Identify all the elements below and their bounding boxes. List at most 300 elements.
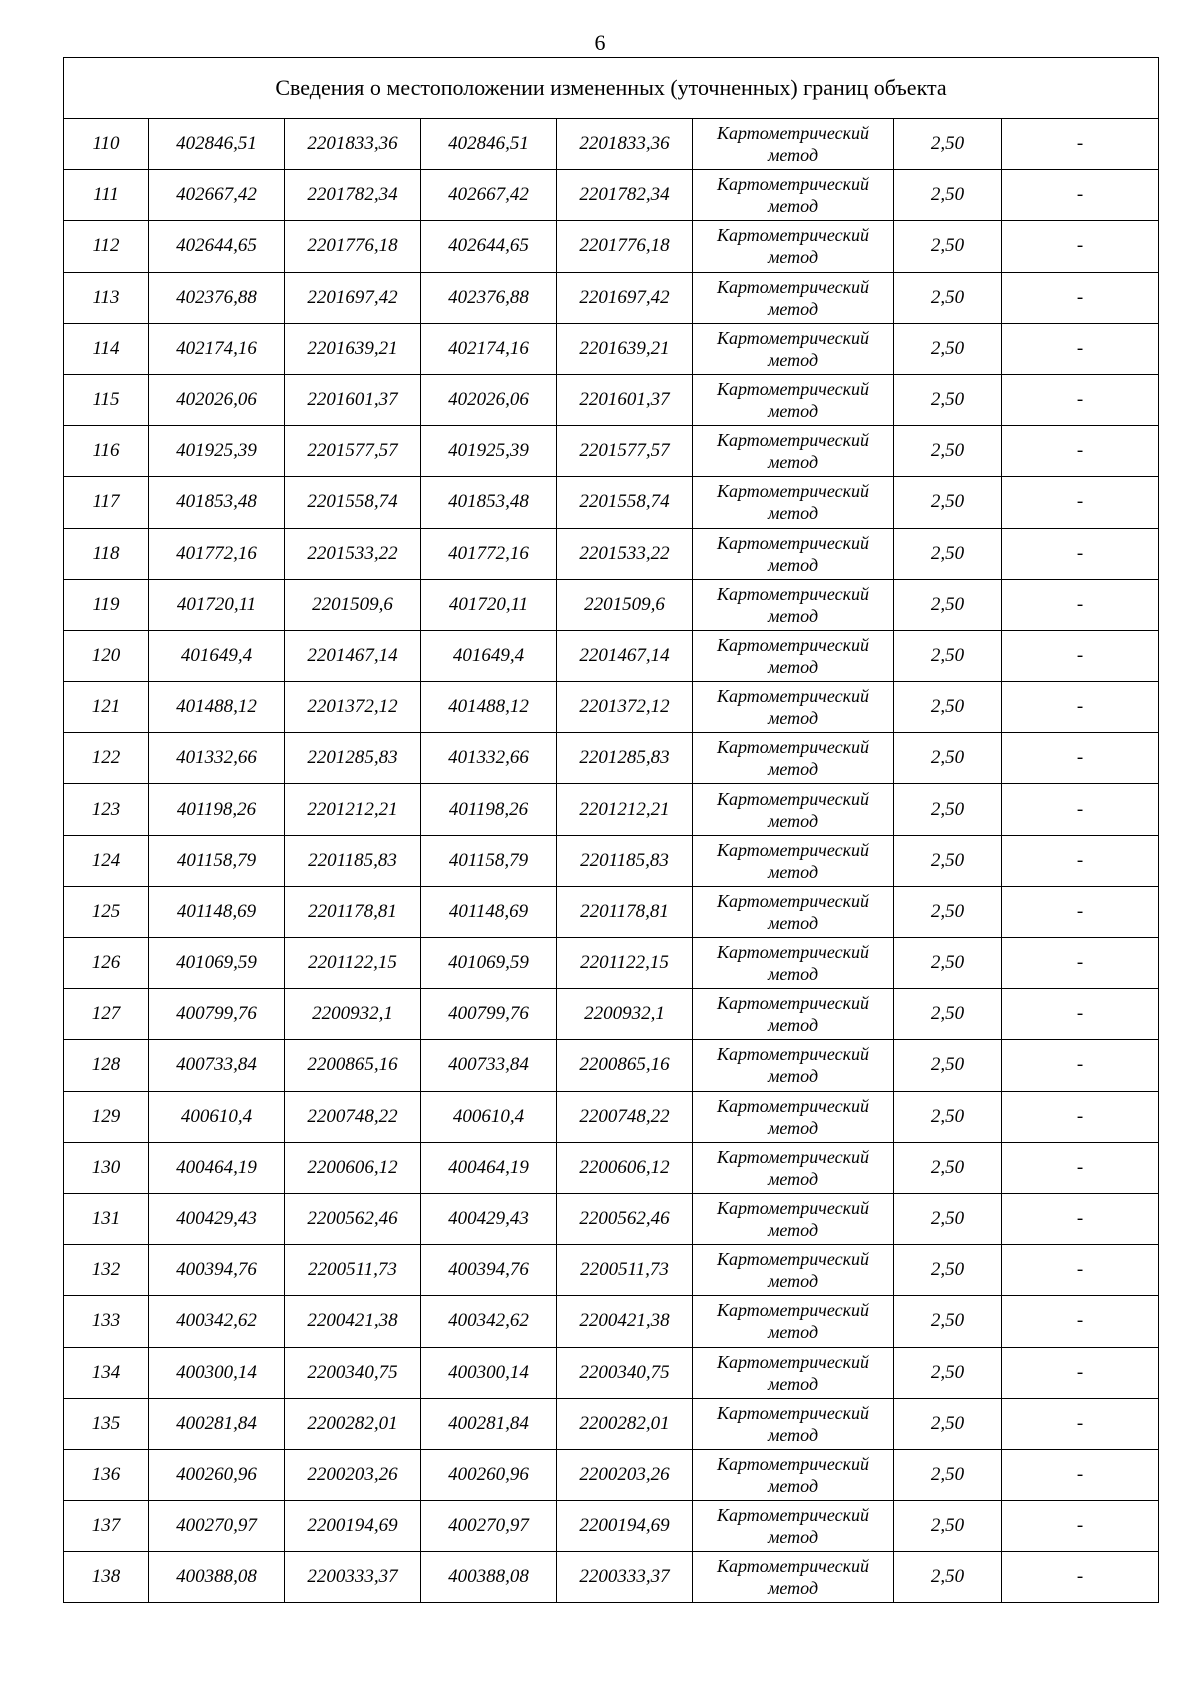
method-line-1: Картометрический — [716, 1300, 869, 1321]
existing-x-cell: 401332,66 — [149, 733, 285, 784]
point-number-cell: 130 — [64, 1142, 149, 1193]
accuracy-cell: 2,50 — [894, 426, 1002, 477]
new-y-cell: 2201782,34 — [557, 170, 693, 221]
accuracy-cell: 2,50 — [894, 1245, 1002, 1296]
method-cell — [693, 630, 894, 681]
method-line-1: Картометрический — [716, 634, 869, 655]
table-row — [64, 170, 1159, 221]
new-y-cell: 2200511,73 — [557, 1245, 693, 1296]
existing-y-cell: 2201782,34 — [285, 170, 421, 221]
accuracy-cell: 2,50 — [894, 886, 1002, 937]
new-x-cell: 400799,76 — [421, 989, 557, 1040]
existing-y-cell: 2200203,26 — [285, 1449, 421, 1500]
point-number-cell: 125 — [64, 886, 149, 937]
new-y-cell: 2201178,81 — [557, 886, 693, 937]
existing-y-cell: 2201639,21 — [285, 323, 421, 374]
note-cell: - — [1002, 1449, 1159, 1500]
method-line-2: метод — [767, 401, 819, 422]
accuracy-cell: 2,50 — [894, 579, 1002, 630]
method-cell — [693, 1552, 894, 1603]
new-x-cell: 401158,79 — [421, 835, 557, 886]
method-line-2: метод — [767, 1527, 819, 1548]
new-x-cell: 400388,08 — [421, 1552, 557, 1603]
method-line-1: Картометрический — [716, 1095, 869, 1116]
accuracy-cell: 2,50 — [894, 272, 1002, 323]
point-number-cell: 129 — [64, 1091, 149, 1142]
accuracy-cell: 2,50 — [894, 221, 1002, 272]
accuracy-cell: 2,50 — [894, 477, 1002, 528]
method-line-2: метод — [767, 1015, 819, 1036]
note-cell: - — [1002, 989, 1159, 1040]
method-line-2: метод — [767, 1117, 819, 1138]
table-row — [64, 477, 1159, 528]
method-line-1: Картометрический — [716, 430, 869, 451]
method-line-2: метод — [767, 861, 819, 882]
point-number-cell: 138 — [64, 1552, 149, 1603]
new-x-cell: 402644,65 — [421, 221, 557, 272]
note-cell: - — [1002, 1091, 1159, 1142]
method-line-2: метод — [767, 810, 819, 831]
existing-x-cell: 401069,59 — [149, 938, 285, 989]
note-cell: - — [1002, 733, 1159, 784]
note-cell: - — [1002, 272, 1159, 323]
new-x-cell: 402667,42 — [421, 170, 557, 221]
note-cell: - — [1002, 119, 1159, 170]
point-number-cell: 116 — [64, 426, 149, 477]
method-cell — [693, 426, 894, 477]
method-line-2: метод — [767, 1066, 819, 1087]
accuracy-cell: 2,50 — [894, 1398, 1002, 1449]
method-cell — [693, 272, 894, 323]
existing-x-cell: 402846,51 — [149, 119, 285, 170]
existing-y-cell: 2201212,21 — [285, 784, 421, 835]
note-cell: - — [1002, 1501, 1159, 1552]
table-row — [64, 733, 1159, 784]
method-line-2: метод — [767, 912, 819, 933]
new-x-cell: 401488,12 — [421, 682, 557, 733]
point-number-cell: 114 — [64, 323, 149, 374]
new-y-cell: 2200203,26 — [557, 1449, 693, 1500]
accuracy-cell: 2,50 — [894, 1449, 1002, 1500]
new-y-cell: 2201372,12 — [557, 682, 693, 733]
method-cell — [693, 886, 894, 937]
existing-y-cell: 2201577,57 — [285, 426, 421, 477]
new-x-cell: 401069,59 — [421, 938, 557, 989]
method-cell — [693, 1193, 894, 1244]
existing-x-cell: 400429,43 — [149, 1193, 285, 1244]
point-number-cell: 123 — [64, 784, 149, 835]
existing-y-cell: 2200194,69 — [285, 1501, 421, 1552]
existing-x-cell: 400260,96 — [149, 1449, 285, 1500]
table-row — [64, 1142, 1159, 1193]
note-cell: - — [1002, 1193, 1159, 1244]
new-y-cell: 2200282,01 — [557, 1398, 693, 1449]
existing-x-cell: 400464,19 — [149, 1142, 285, 1193]
method-cell — [693, 1142, 894, 1193]
method-line-2: метод — [767, 759, 819, 780]
accuracy-cell: 2,50 — [894, 835, 1002, 886]
method-line-1: Картометрический — [716, 583, 869, 604]
method-line-2: метод — [767, 1578, 819, 1599]
accuracy-cell: 2,50 — [894, 1501, 1002, 1552]
existing-x-cell: 402376,88 — [149, 272, 285, 323]
existing-y-cell: 2201185,83 — [285, 835, 421, 886]
note-cell: - — [1002, 835, 1159, 886]
method-cell — [693, 1398, 894, 1449]
new-x-cell: 402846,51 — [421, 119, 557, 170]
existing-x-cell: 400300,14 — [149, 1347, 285, 1398]
existing-y-cell: 2201285,83 — [285, 733, 421, 784]
method-cell — [693, 170, 894, 221]
existing-y-cell: 2200282,01 — [285, 1398, 421, 1449]
table-row — [64, 1449, 1159, 1500]
table-row — [64, 1296, 1159, 1347]
note-cell: - — [1002, 682, 1159, 733]
existing-x-cell: 401853,48 — [149, 477, 285, 528]
new-x-cell: 400610,4 — [421, 1091, 557, 1142]
note-cell: - — [1002, 170, 1159, 221]
existing-x-cell: 402644,65 — [149, 221, 285, 272]
note-cell: - — [1002, 374, 1159, 425]
method-line-1: Картометрический — [716, 993, 869, 1014]
new-y-cell: 2200748,22 — [557, 1091, 693, 1142]
note-cell: - — [1002, 323, 1159, 374]
table-row — [64, 426, 1159, 477]
existing-y-cell: 2200606,12 — [285, 1142, 421, 1193]
table-row — [64, 938, 1159, 989]
new-y-cell: 2200865,16 — [557, 1040, 693, 1091]
existing-y-cell: 2200932,1 — [285, 989, 421, 1040]
table-row — [64, 323, 1159, 374]
method-cell — [693, 1347, 894, 1398]
method-cell — [693, 784, 894, 835]
method-line-1: Картометрический — [716, 1453, 869, 1474]
new-y-cell: 2200340,75 — [557, 1347, 693, 1398]
new-x-cell: 400260,96 — [421, 1449, 557, 1500]
new-y-cell: 2200562,46 — [557, 1193, 693, 1244]
existing-x-cell: 400270,97 — [149, 1501, 285, 1552]
point-number-cell: 120 — [64, 630, 149, 681]
new-x-cell: 402026,06 — [421, 374, 557, 425]
method-line-1: Картометрический — [716, 1351, 869, 1372]
point-number-cell: 127 — [64, 989, 149, 1040]
method-line-1: Картометрический — [716, 225, 869, 246]
new-y-cell: 2201697,42 — [557, 272, 693, 323]
method-line-2: метод — [767, 1220, 819, 1241]
new-x-cell: 401332,66 — [421, 733, 557, 784]
table-row — [64, 835, 1159, 886]
existing-x-cell: 400394,76 — [149, 1245, 285, 1296]
note-cell: - — [1002, 1142, 1159, 1193]
new-x-cell: 401853,48 — [421, 477, 557, 528]
method-line-1: Картометрический — [716, 1198, 869, 1219]
new-x-cell: 401198,26 — [421, 784, 557, 835]
table-row — [64, 1193, 1159, 1244]
existing-y-cell: 2201601,37 — [285, 374, 421, 425]
method-line-2: метод — [767, 605, 819, 626]
note-cell: - — [1002, 528, 1159, 579]
note-cell: - — [1002, 784, 1159, 835]
point-number-cell: 137 — [64, 1501, 149, 1552]
method-cell — [693, 374, 894, 425]
method-line-1: Картометрический — [716, 327, 869, 348]
table-row — [64, 374, 1159, 425]
existing-x-cell: 400388,08 — [149, 1552, 285, 1603]
note-cell: - — [1002, 1552, 1159, 1603]
new-x-cell: 400270,97 — [421, 1501, 557, 1552]
page-number: 6 — [594, 30, 606, 55]
existing-x-cell: 400610,4 — [149, 1091, 285, 1142]
existing-x-cell: 400799,76 — [149, 989, 285, 1040]
new-x-cell: 400394,76 — [421, 1245, 557, 1296]
existing-x-cell: 401148,69 — [149, 886, 285, 937]
method-line-2: метод — [767, 145, 819, 166]
existing-y-cell: 2200340,75 — [285, 1347, 421, 1398]
existing-x-cell: 402667,42 — [149, 170, 285, 221]
table-row — [64, 630, 1159, 681]
accuracy-cell: 2,50 — [894, 1552, 1002, 1603]
method-line-2: метод — [767, 1373, 819, 1394]
accuracy-cell: 2,50 — [894, 119, 1002, 170]
accuracy-cell: 2,50 — [894, 323, 1002, 374]
new-y-cell: 2201639,21 — [557, 323, 693, 374]
point-number-cell: 136 — [64, 1449, 149, 1500]
existing-y-cell: 2200748,22 — [285, 1091, 421, 1142]
point-number-cell: 122 — [64, 733, 149, 784]
existing-y-cell: 2200421,38 — [285, 1296, 421, 1347]
new-y-cell: 2201601,37 — [557, 374, 693, 425]
new-y-cell: 2201212,21 — [557, 784, 693, 835]
existing-x-cell: 401925,39 — [149, 426, 285, 477]
method-line-1: Картометрический — [716, 1402, 869, 1423]
existing-x-cell: 402174,16 — [149, 323, 285, 374]
new-x-cell: 400464,19 — [421, 1142, 557, 1193]
existing-x-cell: 401198,26 — [149, 784, 285, 835]
new-x-cell: 401720,11 — [421, 579, 557, 630]
method-line-1: Картометрический — [716, 174, 869, 195]
method-line-1: Картометрический — [716, 839, 869, 860]
new-y-cell: 2200606,12 — [557, 1142, 693, 1193]
table-row — [64, 784, 1159, 835]
method-line-1: Картометрический — [716, 1044, 869, 1065]
existing-x-cell: 401772,16 — [149, 528, 285, 579]
note-cell: - — [1002, 1347, 1159, 1398]
note-cell: - — [1002, 1040, 1159, 1091]
table-row — [64, 1501, 1159, 1552]
method-cell — [693, 1091, 894, 1142]
table-row — [64, 1245, 1159, 1296]
method-cell — [693, 682, 894, 733]
new-x-cell: 402376,88 — [421, 272, 557, 323]
point-number-cell: 117 — [64, 477, 149, 528]
new-y-cell: 2201509,6 — [557, 579, 693, 630]
table-title: Сведения о местоположении измененных (уточненных) границ объекта — [64, 58, 1159, 119]
point-number-cell: 135 — [64, 1398, 149, 1449]
method-line-2: метод — [767, 656, 819, 677]
method-line-1: Картометрический — [716, 788, 869, 809]
method-line-2: метод — [767, 196, 819, 217]
new-x-cell: 400300,14 — [421, 1347, 557, 1398]
existing-y-cell: 2201558,74 — [285, 477, 421, 528]
new-x-cell: 402174,16 — [421, 323, 557, 374]
table-row — [64, 886, 1159, 937]
existing-y-cell: 2200511,73 — [285, 1245, 421, 1296]
note-cell: - — [1002, 938, 1159, 989]
method-line-1: Картометрический — [716, 942, 869, 963]
method-line-1: Картометрический — [716, 1556, 869, 1577]
method-line-1: Картометрический — [716, 686, 869, 707]
accuracy-cell: 2,50 — [894, 1142, 1002, 1193]
method-line-1: Картометрический — [716, 379, 869, 400]
method-line-2: метод — [767, 1322, 819, 1343]
method-line-2: метод — [767, 1424, 819, 1445]
new-x-cell: 401649,4 — [421, 630, 557, 681]
method-line-1: Картометрический — [716, 1505, 869, 1526]
method-line-1: Картометрический — [716, 532, 869, 553]
table-row — [64, 682, 1159, 733]
new-y-cell: 2201122,15 — [557, 938, 693, 989]
new-x-cell: 401148,69 — [421, 886, 557, 937]
new-x-cell: 400429,43 — [421, 1193, 557, 1244]
table-row — [64, 989, 1159, 1040]
new-y-cell: 2200333,37 — [557, 1552, 693, 1603]
table-row — [64, 272, 1159, 323]
method-cell — [693, 579, 894, 630]
method-cell — [693, 528, 894, 579]
note-cell: - — [1002, 221, 1159, 272]
method-cell — [693, 119, 894, 170]
point-number-cell: 131 — [64, 1193, 149, 1244]
method-line-2: метод — [767, 298, 819, 319]
point-number-cell: 118 — [64, 528, 149, 579]
existing-y-cell: 2200333,37 — [285, 1552, 421, 1603]
existing-y-cell: 2201776,18 — [285, 221, 421, 272]
table-row — [64, 221, 1159, 272]
method-cell — [693, 1040, 894, 1091]
method-line-2: метод — [767, 1168, 819, 1189]
existing-y-cell: 2201833,36 — [285, 119, 421, 170]
new-x-cell: 400342,62 — [421, 1296, 557, 1347]
accuracy-cell: 2,50 — [894, 170, 1002, 221]
method-line-2: метод — [767, 554, 819, 575]
method-cell — [693, 221, 894, 272]
accuracy-cell: 2,50 — [894, 784, 1002, 835]
new-y-cell: 2201833,36 — [557, 119, 693, 170]
accuracy-cell: 2,50 — [894, 938, 1002, 989]
table-row — [64, 1040, 1159, 1091]
table-row — [64, 1347, 1159, 1398]
method-line-2: метод — [767, 503, 819, 524]
table-row — [64, 1398, 1159, 1449]
new-y-cell: 2201285,83 — [557, 733, 693, 784]
method-line-1: Картометрический — [716, 123, 869, 144]
point-number-cell: 132 — [64, 1245, 149, 1296]
new-x-cell: 401772,16 — [421, 528, 557, 579]
new-y-cell: 2201776,18 — [557, 221, 693, 272]
existing-y-cell: 2200865,16 — [285, 1040, 421, 1091]
accuracy-cell: 2,50 — [894, 989, 1002, 1040]
point-number-cell: 126 — [64, 938, 149, 989]
table-row — [64, 1091, 1159, 1142]
point-number-cell: 112 — [64, 221, 149, 272]
method-line-2: метод — [767, 964, 819, 985]
method-cell — [693, 1501, 894, 1552]
existing-y-cell: 2200562,46 — [285, 1193, 421, 1244]
point-number-cell: 133 — [64, 1296, 149, 1347]
note-cell: - — [1002, 630, 1159, 681]
accuracy-cell: 2,50 — [894, 1193, 1002, 1244]
new-x-cell: 400733,84 — [421, 1040, 557, 1091]
existing-x-cell: 401720,11 — [149, 579, 285, 630]
point-number-cell: 111 — [64, 170, 149, 221]
existing-y-cell: 2201533,22 — [285, 528, 421, 579]
point-number-cell: 110 — [64, 119, 149, 170]
new-y-cell: 2201185,83 — [557, 835, 693, 886]
accuracy-cell: 2,50 — [894, 1296, 1002, 1347]
note-cell: - — [1002, 1398, 1159, 1449]
accuracy-cell: 2,50 — [894, 1091, 1002, 1142]
new-y-cell: 2201467,14 — [557, 630, 693, 681]
existing-x-cell: 401488,12 — [149, 682, 285, 733]
existing-x-cell: 400342,62 — [149, 1296, 285, 1347]
accuracy-cell: 2,50 — [894, 682, 1002, 733]
method-line-2: метод — [767, 1475, 819, 1496]
method-cell — [693, 1449, 894, 1500]
existing-x-cell: 400281,84 — [149, 1398, 285, 1449]
method-cell — [693, 1245, 894, 1296]
existing-x-cell: 401649,4 — [149, 630, 285, 681]
existing-x-cell: 400733,84 — [149, 1040, 285, 1091]
method-line-2: метод — [767, 1271, 819, 1292]
existing-y-cell: 2201122,15 — [285, 938, 421, 989]
accuracy-cell: 2,50 — [894, 528, 1002, 579]
method-line-1: Картометрический — [716, 890, 869, 911]
new-x-cell: 400281,84 — [421, 1398, 557, 1449]
existing-y-cell: 2201372,12 — [285, 682, 421, 733]
point-number-cell: 115 — [64, 374, 149, 425]
note-cell: - — [1002, 886, 1159, 937]
table-row — [64, 528, 1159, 579]
new-y-cell: 2201558,74 — [557, 477, 693, 528]
new-y-cell: 2200194,69 — [557, 1501, 693, 1552]
method-line-1: Картометрический — [716, 1146, 869, 1167]
method-line-2: метод — [767, 708, 819, 729]
existing-y-cell: 2201467,14 — [285, 630, 421, 681]
point-number-cell: 124 — [64, 835, 149, 886]
note-cell: - — [1002, 1296, 1159, 1347]
existing-y-cell: 2201697,42 — [285, 272, 421, 323]
coordinates-table — [63, 57, 1159, 1603]
new-y-cell: 2201577,57 — [557, 426, 693, 477]
note-cell: - — [1002, 1245, 1159, 1296]
method-cell — [693, 323, 894, 374]
method-line-2: метод — [767, 452, 819, 473]
accuracy-cell: 2,50 — [894, 630, 1002, 681]
table-title-row — [64, 58, 1159, 119]
existing-y-cell: 2201509,6 — [285, 579, 421, 630]
new-y-cell: 2201533,22 — [557, 528, 693, 579]
accuracy-cell: 2,50 — [894, 374, 1002, 425]
new-x-cell: 401925,39 — [421, 426, 557, 477]
method-cell — [693, 1296, 894, 1347]
method-line-1: Картометрический — [716, 481, 869, 502]
method-cell — [693, 938, 894, 989]
new-y-cell: 2200932,1 — [557, 989, 693, 1040]
method-line-1: Картометрический — [716, 1249, 869, 1270]
existing-y-cell: 2201178,81 — [285, 886, 421, 937]
point-number-cell: 134 — [64, 1347, 149, 1398]
method-cell — [693, 989, 894, 1040]
